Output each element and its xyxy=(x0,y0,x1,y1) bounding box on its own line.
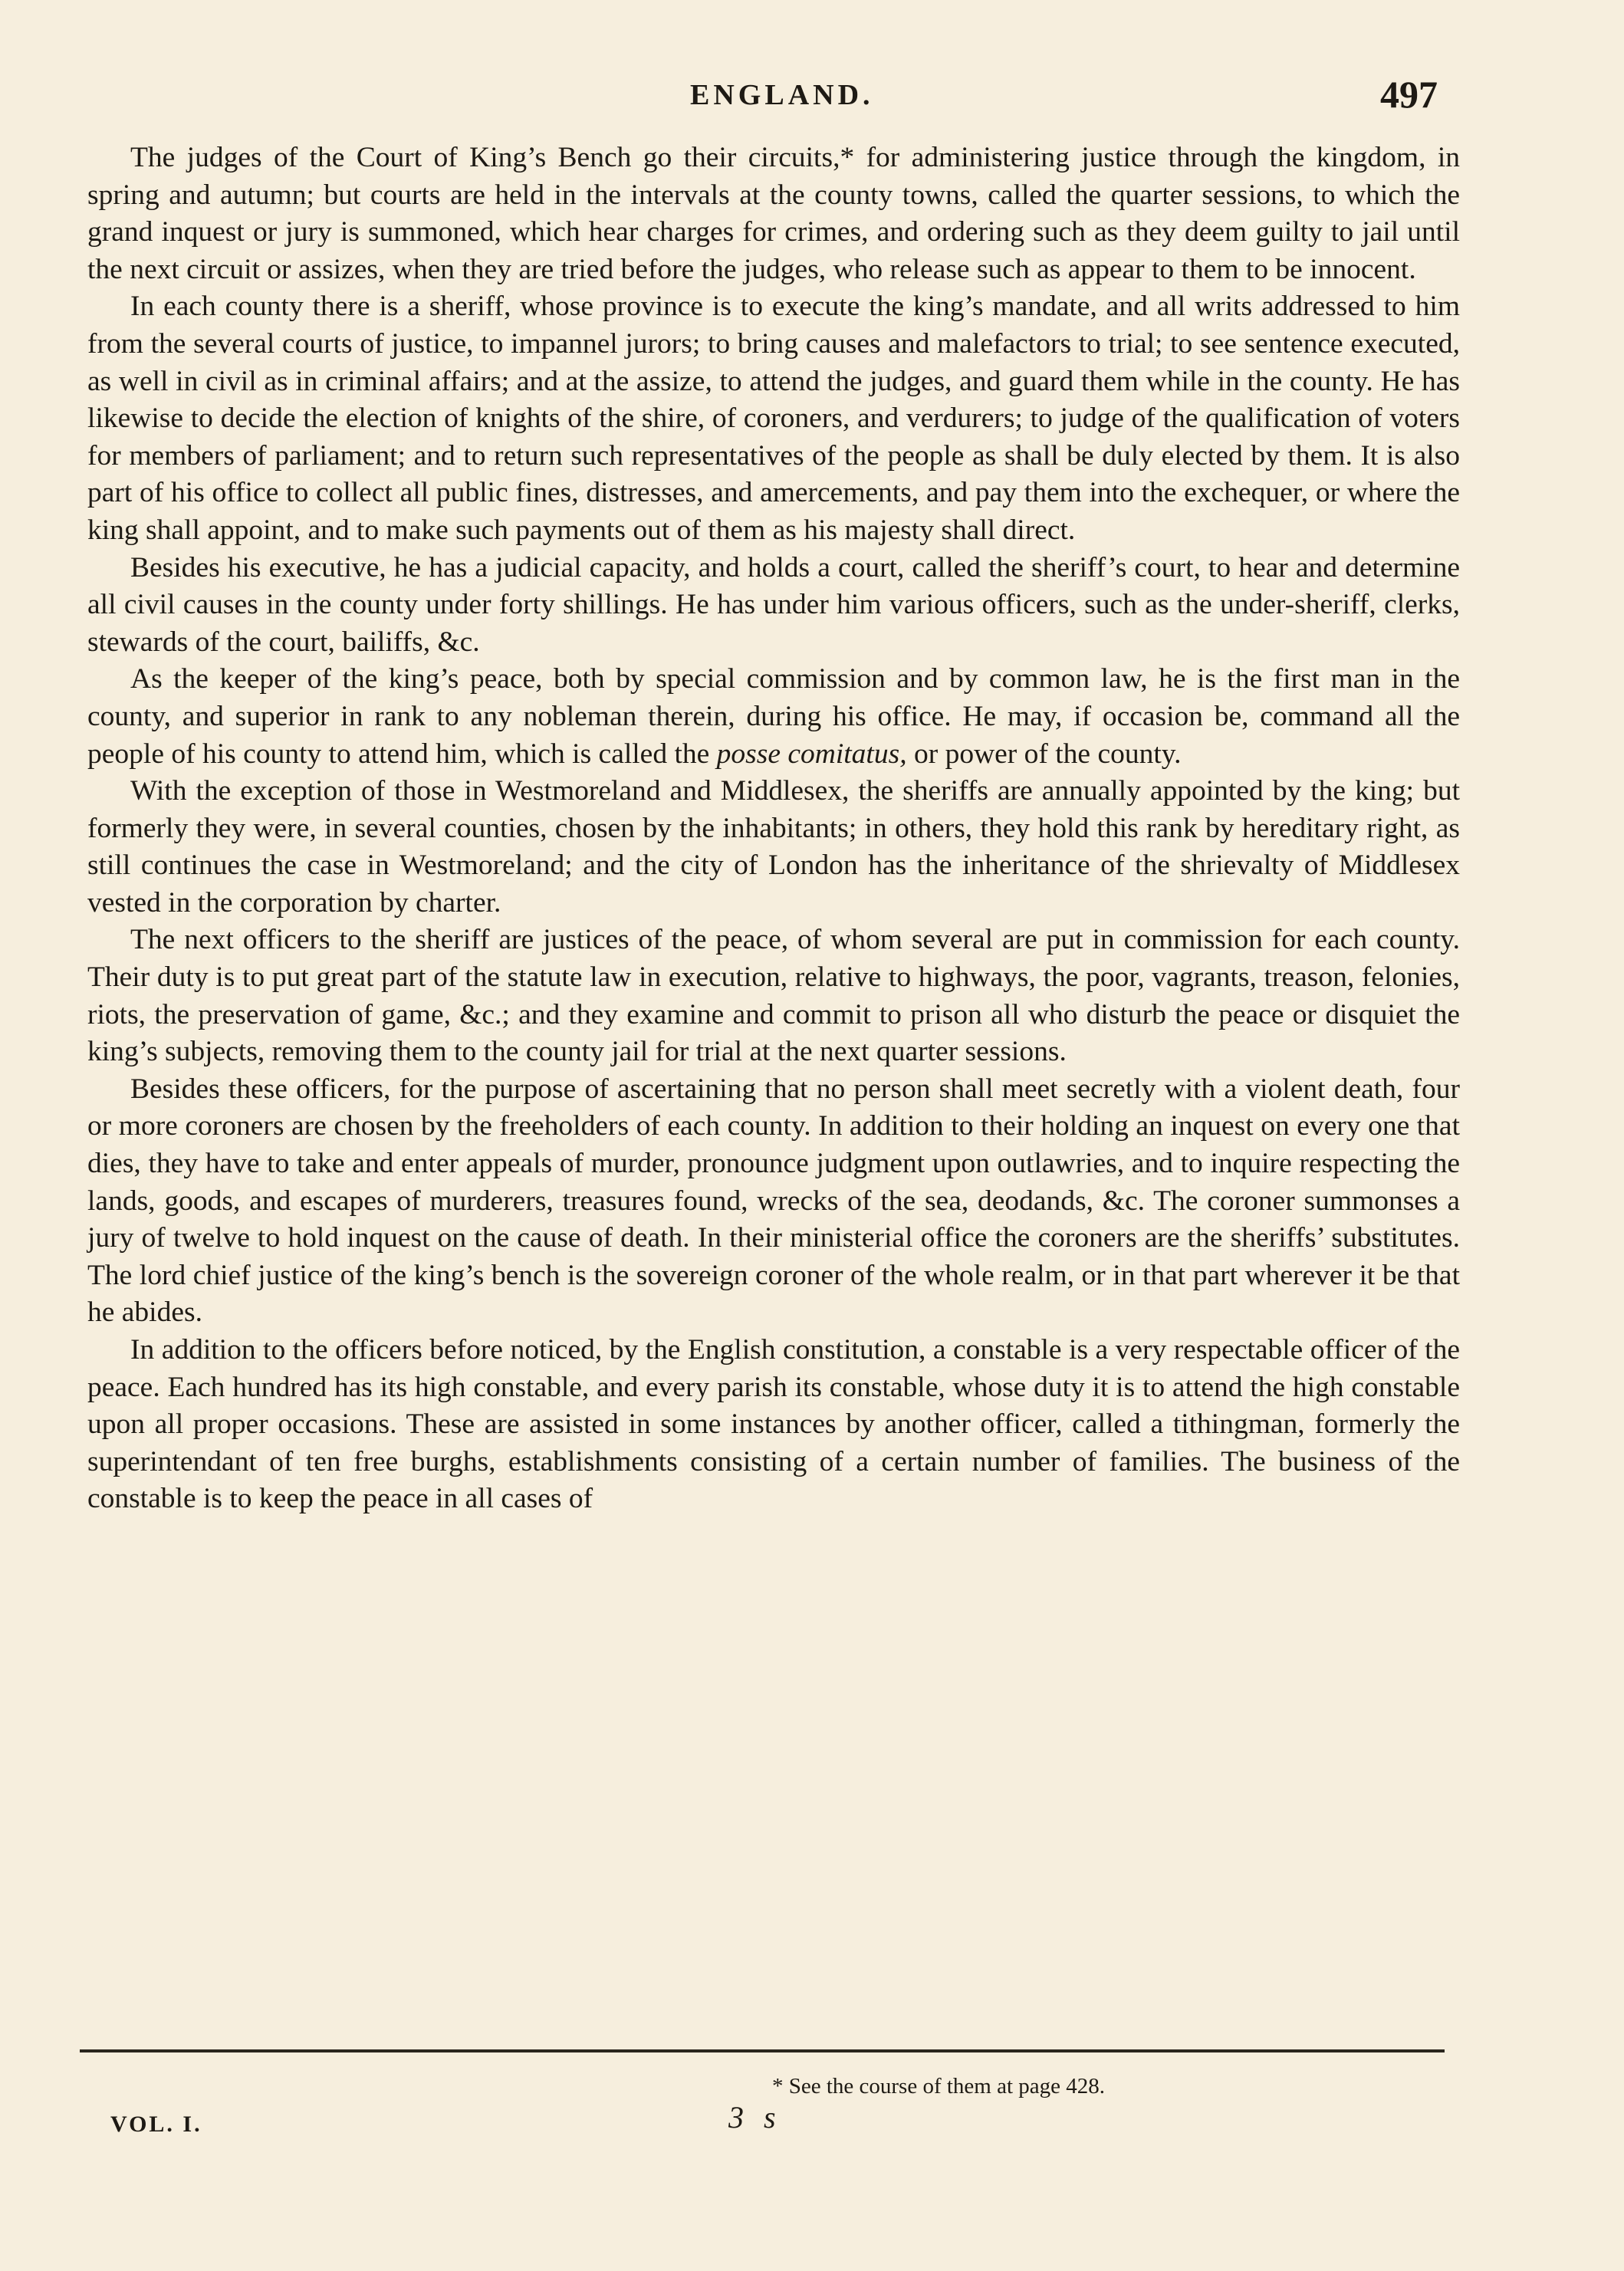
page-number: 497 xyxy=(1380,73,1438,116)
paragraph xyxy=(87,140,1460,288)
paragraph-italic: posse comitatus, xyxy=(716,738,907,770)
volume-label: VOL. I. xyxy=(110,2112,202,2137)
header-title: ENGLAND. xyxy=(690,79,874,111)
paragraph-text-after: or power of the county. xyxy=(906,738,1182,770)
paragraph xyxy=(87,550,1460,662)
paragraph xyxy=(87,661,1460,773)
paragraph-text: Besides these officers, for the purpose of ascertaining that no person shall meet secretly with a violent death, four or more coroners are chosen by the freeholders of each county. In addition to their holding an inquest on every one that dies, they have to take and enter appeals of murder, pronounce judgment upon outlawries, and to inquire respecting the lands, goods, and escapes of murderers, treasures found, wrecks of the sea, deodands, &c. The coroner summonses a jury of twelve to hold inquest on the cause of death. In their ministerial office the coroners are the sheriffs’ substitutes. The lord chief justice of the king’s bench is the sovereign coroner of the whole realm, or in that part wherever it be that he abides. xyxy=(87,1073,1460,1329)
paragraph xyxy=(87,922,1460,1070)
paragraph xyxy=(87,1071,1460,1332)
footnote xyxy=(0,2074,1624,2099)
footnote-rule xyxy=(80,2049,1445,2052)
signature-mark: 3 s xyxy=(728,2100,782,2135)
body-text xyxy=(87,140,1460,1518)
paragraph-text: As the keeper of the king’s peace, both by special commission and by common law, he is the first man in the county, and superior in rank to any nobleman therein, during his office. He may, if occasion be, command all the people of his county to attend him, which is called the xyxy=(87,663,1460,770)
paragraph-text: The judges of the Court of King’s Bench go their circuits,* for administering justice through the kingdom, in spring and autumn; but courts are held in the intervals at the county towns, called the quarter sessions, to which the grand inquest or jury is summoned, which hear charges for crimes, and ordering such as they deem guilty to jail until the next circuit or assizes, when they are tried before the judges, who release such as appear to them to be innocent. xyxy=(87,142,1460,285)
paragraph-text: In addition to the officers before noticed, by the English constitution, a constable is a very respectable officer of the peace. Each hundred has its high constable, and every parish its constable, whose duty it is to attend the high constable upon all proper occasions. These are assisted in some instances by another officer, called a tithingman, formerly the superintendant of ten free burghs, establishments consisting of a certain number of families. The business of the constable is to keep the peace in all cases of xyxy=(87,1334,1460,1515)
running-head xyxy=(0,75,1624,121)
paragraph-text: The next officers to the sheriff are justices of the peace, of whom several are put in commission for each county. Their duty is to put great part of the statute law in execution, relative to highways, the poor, vagrants, treason, felonies, riots, the preservation of game, &c.; and they examine and commit to prison all who disturb the peace or disquiet the king’s subjects, removing them to the county jail for trial at the next quarter sessions. xyxy=(87,924,1460,1068)
paragraph xyxy=(87,1332,1460,1518)
footnote-text: * See the course of them at page 428. xyxy=(771,2074,1106,2098)
paragraph xyxy=(87,288,1460,549)
paragraph xyxy=(87,773,1460,922)
paragraph-text: Besides his executive, he has a judicial capacity, and holds a court, called the sheriff’s court, to hear and determine all civil causes in the county under forty shillings. He has under him various officers, such as the under-sheriff, clerks, stewards of the court, bailiffs, &c. xyxy=(87,551,1460,658)
paragraph-text: With the exception of those in Westmoreland and Middlesex, the sheriffs are annually appointed by the king; but formerly they were, in several counties, chosen by the inhabitants; in others, they hold this rank by hereditary right, as still continues the case in Westmoreland; and the city of London has the inheritance of the shrievalty of Middlesex vested in the corporation by charter. xyxy=(87,775,1460,919)
paragraph-text: In each county there is a sheriff, whose province is to execute the king’s mandate, and all writs addressed to him from the several courts of justice, to impannel jurors; to bring causes and malefactors to trial; to see sentence executed, as well in civil as in criminal affairs; and at the assize, to attend the judges, and guard them while in the county. He has likewise to decide the election of knights of the shire, of coroners, and verdurers; to judge of the qualification of voters for members of parliament; and to return such representatives of the people as shall be duly elected by them. It is also part of his office to collect all public fines, distresses, and amercements, and pay them into the exchequer, or where the king shall appoint, and to make such payments out of them as his majesty shall direct. xyxy=(87,291,1460,546)
